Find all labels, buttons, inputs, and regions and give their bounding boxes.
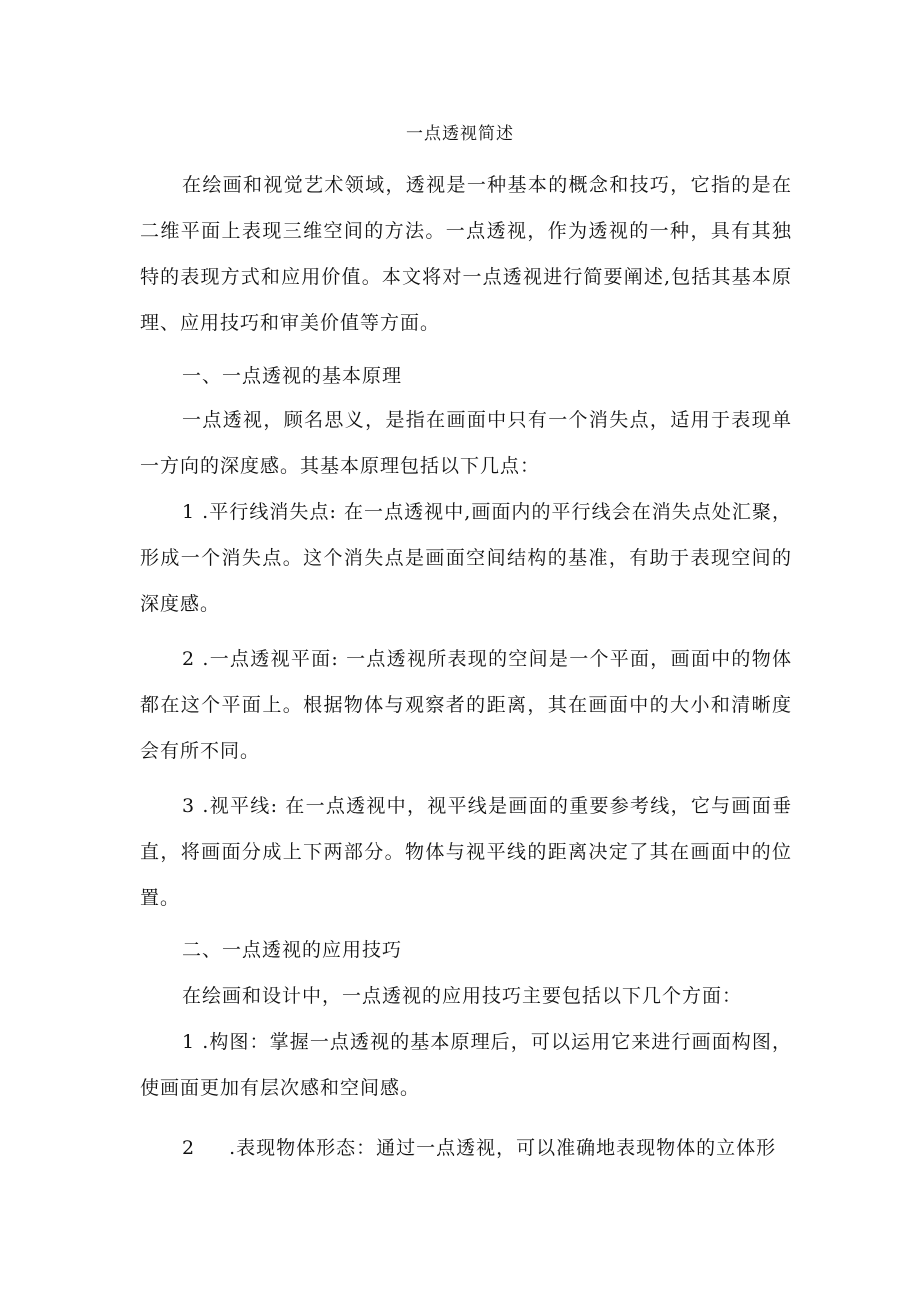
technique-item-2-text: .表现物体形态：通过一点透视，可以准确地表现物体的立体形	[229, 1137, 777, 1159]
intro-paragraph: 在绘画和视觉艺术领域，透视是一种基本的概念和技巧，它指的是在二维平面上表现三维空间的方法。一点透视，作为透视的一种，具有其独特的表现方式和应用价值。本文将对一点透视进行简要阐述,包括其基本原理、应用技巧和审美价值等方面。	[140, 174, 792, 334]
techniques-paragraph: 在绘画和设计中，一点透视的应用技巧主要包括以下几个方面：	[182, 985, 743, 1007]
section-heading-techniques: 二、一点透视的应用技巧	[182, 939, 403, 961]
principle-item-3: 3 .视平线: 在一点透视中，视平线是画面的重要参考线，它与画面垂直，将画面分成上下两部分。物体与视平线的距离决定了其在画面中的位置。	[140, 795, 792, 909]
principles-paragraph: 一点透视，顾名思义，是指在画面中只有一个消失点，适用于表现单一方向的深度感。其基本原理包括以下几点：	[140, 409, 792, 477]
technique-item-2-number: 2	[182, 1137, 196, 1159]
technique-item-2	[140, 1125, 792, 1171]
document-title: 一点透视简述	[406, 124, 514, 144]
section-heading-principles: 一、一点透视的基本原理	[182, 365, 403, 387]
principle-item-2: 2 .一点透视平面: 一点透视所表现的空间是一个平面，画面中的物体都在这个平面上。根据物体与观察者的距离，其在画面中的大小和清晰度会有所不同。	[140, 648, 792, 762]
principle-item-1: 1 .平行线消失点: 在一点透视中,画面内的平行线会在消失点处汇聚，形成一个消失点。这个消失点是画面空间结构的基准，有助于表现空间的深度感。	[140, 501, 792, 615]
technique-item-1: 1 .构图：掌握一点透视的基本原理后，可以运用它来进行画面构图，使画面更加有层次感和空间感。	[140, 1031, 792, 1099]
